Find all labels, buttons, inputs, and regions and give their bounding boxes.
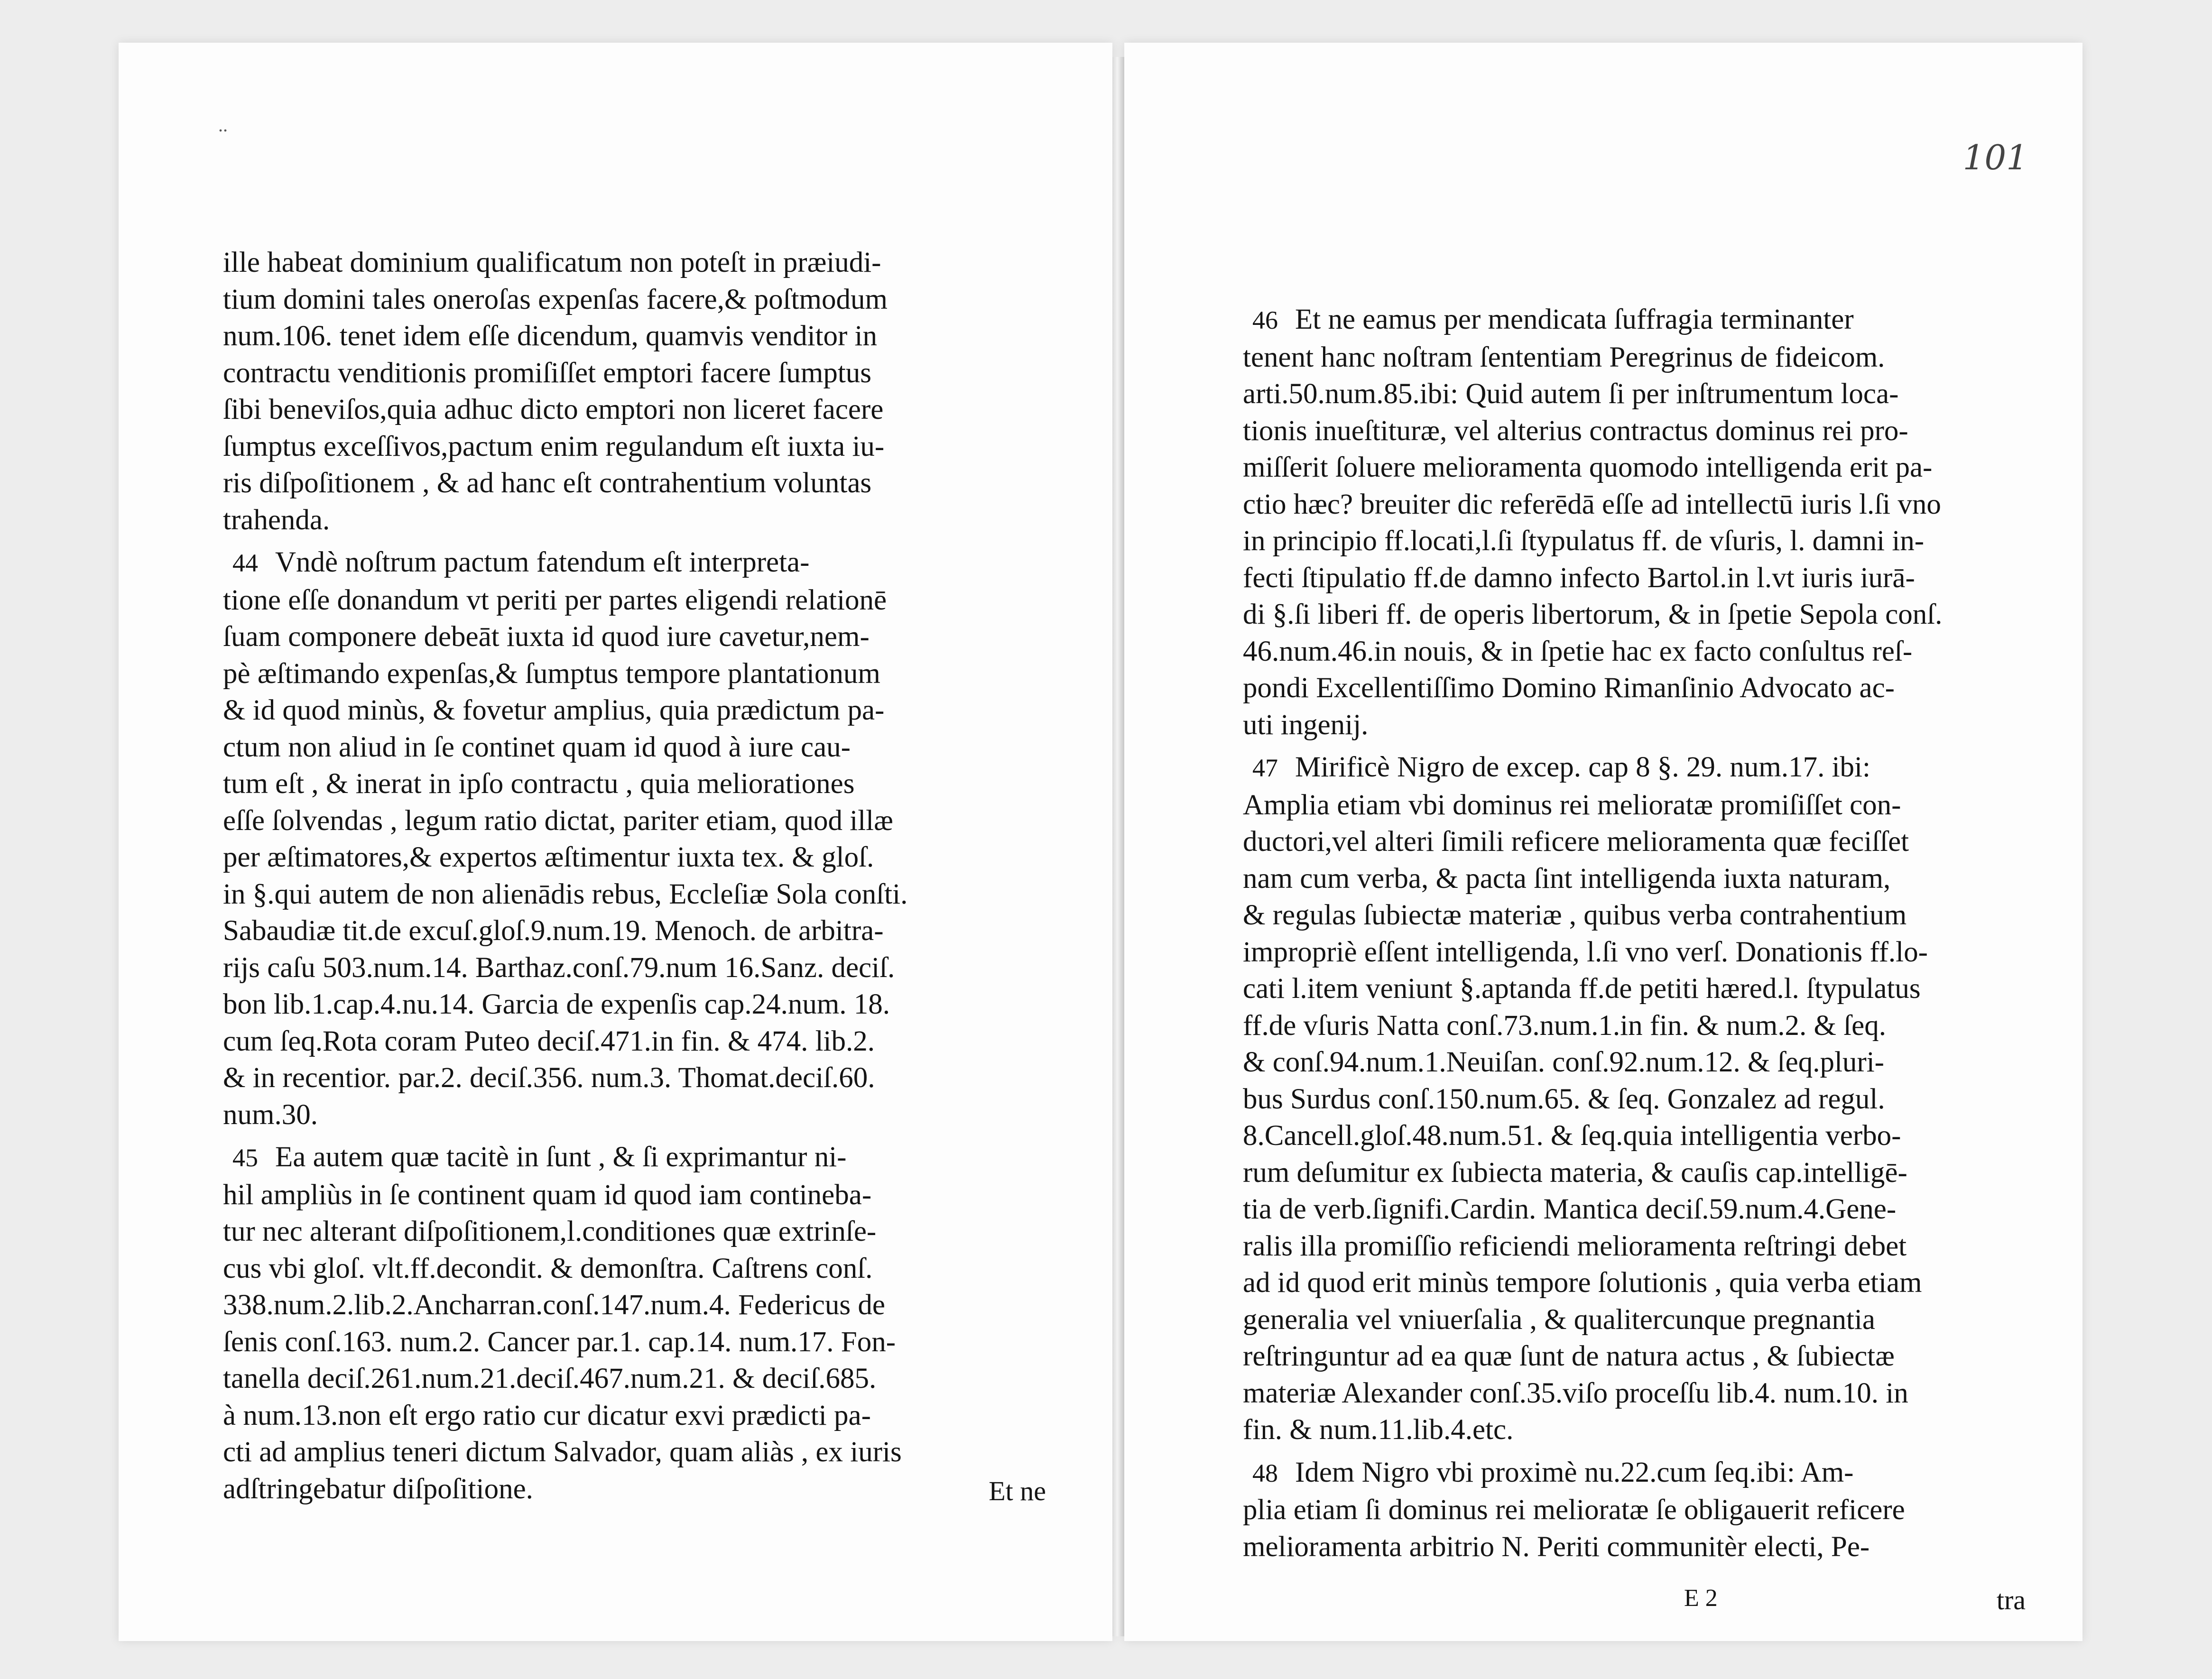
text-line	[223, 876, 1046, 913]
text-line	[1243, 560, 2030, 597]
line-text: trahenda.	[223, 504, 330, 536]
line-text: 8.Cancell.gloſ.48.num.51. & ſeq.quia intelligentia verbo-	[1243, 1120, 1901, 1152]
line-text: ctio hæc? breuiter dic referēdā eſſe ad intellectū iuris l.ſi vno	[1243, 488, 1941, 520]
text-line	[223, 1177, 1046, 1214]
text-line	[1243, 486, 2030, 523]
line-text: tia de verb.ſignifi.Cardin. Mantica deciſ.59.num.4.Gene-	[1243, 1193, 1897, 1225]
line-text: à num.13.non eſt ergo ratio cur dicatur exvi prædicti pa-	[223, 1399, 871, 1431]
text-line	[223, 1287, 1046, 1324]
line-text: tur nec alterant diſpoſitionem,l.conditiones quæ extrinſe-	[223, 1216, 877, 1247]
line-text: generalia vel vniuerſalia , & qualitercunque pregnantia	[1243, 1303, 1875, 1336]
line-text: & conſ.94.num.1.Neuiſan. conſ.92.num.12. & ſeq.pluri-	[1243, 1046, 1884, 1078]
line-text: cum ſeq.Rota coram Puteo deciſ.471.in fin. & 474. lib.2.	[223, 1025, 875, 1057]
line-text: 46.num.46.in nouis, & in ſpetie hac ex facto conſultus reſ-	[1243, 635, 1913, 667]
text-line	[1243, 413, 2030, 450]
text-line	[1243, 596, 2030, 633]
line-text: tenent hanc noſtram ſententiam Peregrinus de fideicom.	[1243, 341, 1885, 373]
line-text: fin. & num.11.lib.4.etc.	[1243, 1414, 1514, 1446]
right-catchword: tra	[1996, 1585, 2026, 1615]
text-line	[223, 1023, 1046, 1060]
text-line	[1243, 1411, 2030, 1448]
text-line	[1243, 1044, 2030, 1081]
line-text: miſſerit ſoluere melioramenta quomodo intelligenda erit pa-	[1243, 452, 1933, 483]
line-text: ad id quod erit minùs tempore ſolutionis , quia verba etiam	[1243, 1267, 1922, 1299]
line-text: ſuam componere debeāt iuxta id quod iure cavetur,nem-	[223, 621, 870, 653]
line-text: melioramenta arbitrio N. Periti communitèr electi, Pe-	[1243, 1531, 1870, 1563]
line-text: Amplia etiam vbi dominus rei melioratæ promiſiſſet con-	[1243, 789, 1901, 821]
text-line	[223, 986, 1046, 1023]
left-text-block	[223, 244, 1046, 1513]
line-text: Vndè noſtrum pactum fatendum eſt interpreta-	[275, 546, 810, 578]
signature-mark: E 2	[1684, 1585, 1718, 1612]
text-line	[1243, 523, 2030, 560]
text-line	[223, 1471, 1046, 1508]
right-page	[1124, 43, 2082, 1641]
text-line	[223, 355, 1046, 392]
text-line	[223, 1434, 1046, 1471]
text-line	[1243, 339, 2030, 376]
text-line	[1243, 1529, 2030, 1566]
text-line	[1243, 749, 2030, 787]
text-line	[1243, 897, 2030, 934]
line-text: arti.50.num.85.ibi: Quid autem ſi per inſtrumentum loca-	[1243, 378, 1899, 410]
gutter	[1112, 57, 1125, 1636]
paragraph-number: 47	[1252, 754, 1278, 782]
line-text: ſenis conſ.163. num.2. Cancer par.1. cap.14. num.17. Fon-	[223, 1326, 896, 1358]
line-text: di §.ſi liberi ff. de operis libertorum, & in ſpetie Sepola conſ.	[1243, 599, 1943, 630]
text-line	[1243, 1081, 2030, 1118]
line-text: ris diſpoſitionem , & ad hanc eſt contrahentium voluntas	[223, 467, 872, 499]
line-text: in §.qui autem de non alienādis rebus, Eccleſiæ Sola conſti.	[223, 878, 908, 910]
text-line	[223, 244, 1046, 281]
text-line	[1243, 1264, 2030, 1301]
text-line	[223, 1097, 1046, 1134]
text-line	[223, 502, 1046, 539]
line-text: materiæ Alexander conſ.35.viſo proceſſu lib.4. num.10. in	[1243, 1377, 1908, 1409]
book-spread	[114, 43, 2163, 1641]
left-catchword: Et ne	[989, 1476, 1046, 1506]
line-text: 338.num.2.lib.2.Ancharran.conſ.147.num.4. Federicus de	[223, 1289, 885, 1321]
text-line	[1243, 449, 2030, 486]
line-text: impropriè eſſent intelligenda, l.ſi vno verſ. Donationis ff.lo-	[1243, 936, 1928, 968]
line-text: ſumptus exceſſivos,pactum enim regulandum eſt iuxta iu-	[223, 430, 885, 462]
text-line	[1243, 633, 2030, 670]
line-text: ductori,vel alteri ſimili reficere melioramenta quæ feciſſet	[1243, 826, 1909, 858]
line-text: ille habeat dominium qualificatum non poteſt in præiudi-	[223, 247, 881, 278]
line-text: Et ne eamus per mendicata ſuffragia terminanter	[1295, 304, 1854, 335]
paragraph	[1243, 301, 2030, 743]
line-text: Sabaudiæ tit.de excuſ.gloſ.9.num.19. Menoch. de arbitra-	[223, 915, 884, 947]
text-line	[223, 839, 1046, 876]
right-text-block	[1243, 301, 2030, 1571]
line-text: & id quod minùs, & fovetur amplius, quia prædictum pa-	[223, 694, 885, 726]
line-text: bon lib.1.cap.4.nu.14. Garcia de expenſis cap.24.num. 18.	[223, 988, 890, 1020]
line-text: bus Surdus conſ.150.num.65. & ſeq. Gonzalez ad regul.	[1243, 1083, 1885, 1115]
line-text: reſtringuntur ad ea quæ ſunt de natura actus , & ſubiectæ	[1243, 1340, 1895, 1372]
text-line	[1243, 860, 2030, 897]
line-text: plia etiam ſi dominus rei melioratæ ſe obligauerit reficere	[1243, 1494, 1905, 1526]
paragraph-number: 46	[1252, 306, 1278, 334]
text-line	[1243, 1154, 2030, 1191]
text-line	[1243, 670, 2030, 707]
text-line	[1243, 823, 2030, 860]
left-page	[119, 43, 1112, 1641]
line-text: in principio ff.locati,l.ſi ſtypulatus ff. de vſuris, l. damni in-	[1243, 525, 1925, 557]
line-text: cati l.item veniunt §.aptanda ff.de petiti hæred.l. ſtypulatus	[1243, 973, 1921, 1005]
line-text: tione eſſe donandum vt periti per partes eligendi relationē	[223, 584, 887, 616]
text-line	[223, 391, 1046, 428]
line-text: & regulas ſubiectæ materiæ , quibus verba contrahentium	[1243, 899, 1907, 931]
paragraph	[223, 544, 1046, 1133]
text-line	[223, 766, 1046, 803]
paragraph	[1243, 1454, 2030, 1566]
text-line	[1243, 301, 2030, 339]
text-line	[1243, 1301, 2030, 1338]
text-line	[223, 655, 1046, 692]
line-text: num.30.	[223, 1098, 318, 1131]
text-line	[1243, 934, 2030, 971]
line-text: tionis inueſtituræ, vel alterius contractus dominus rei pro-	[1243, 415, 1908, 447]
line-text: ctum non aliud in ſe continet quam id quod à iure cau-	[223, 731, 851, 763]
text-line	[223, 1397, 1046, 1434]
paragraph	[223, 1139, 1046, 1507]
text-line	[223, 1250, 1046, 1287]
text-line	[223, 950, 1046, 987]
text-line	[223, 1213, 1046, 1250]
corner-mark: ..	[218, 114, 228, 136]
text-line	[223, 318, 1046, 355]
text-line	[223, 803, 1046, 840]
paragraph-number: 44	[232, 549, 258, 577]
paragraph-number: 48	[1252, 1458, 1278, 1487]
folio-number: 101	[1962, 138, 2028, 177]
line-text: Idem Nigro vbi proximè nu.22.cum ſeq.ibi: Am-	[1295, 1456, 1854, 1488]
line-text: uti ingenij.	[1243, 709, 1369, 741]
text-line	[223, 1139, 1046, 1177]
text-line	[1243, 1454, 2030, 1492]
line-text: pondi Excellentiſſimo Domino Rimanſinio Advocato ac-	[1243, 672, 1895, 704]
text-line	[223, 428, 1046, 465]
line-text: eſſe ſolvendas , legum ratio dictat, pariter etiam, quod illæ	[223, 804, 893, 837]
paragraph	[1243, 749, 2030, 1448]
text-line	[1243, 1191, 2030, 1228]
text-line	[1243, 1007, 2030, 1044]
line-text: cus vbi gloſ. vlt.ff.decondit. & demonſtra. Caſtrens conſ.	[223, 1252, 873, 1284]
text-line	[223, 281, 1046, 318]
text-line	[223, 913, 1046, 950]
line-text: nam cum verba, & pacta ſint intelligenda iuxta naturam,	[1243, 862, 1891, 895]
line-text: rijs caſu 503.num.14. Barthaz.conſ.79.num 16.Sanz. deciſ.	[223, 951, 895, 984]
line-text: num.106. tenet idem eſſe dicendum, quamvis venditor in	[223, 320, 877, 352]
text-line	[223, 618, 1046, 655]
line-text: ralis illa promiſſio reficiendi melioramenta reſtringi debet	[1243, 1230, 1907, 1262]
line-text: tium domini tales oneroſas expenſas facere,& poſtmodum	[223, 283, 888, 315]
line-text: & in recentior. par.2. deciſ.356. num.3. Thomat.deciſ.60.	[223, 1062, 875, 1094]
line-text: contractu venditionis promiſiſſet emptori facere ſumptus	[223, 357, 872, 389]
text-line	[223, 729, 1046, 766]
text-line	[223, 1360, 1046, 1397]
line-text: ſibi beneviſos,quia adhuc dicto emptori non liceret facere	[223, 394, 884, 425]
text-line	[223, 544, 1046, 582]
text-line	[1243, 1338, 2030, 1375]
line-text: adſtringebatur diſpoſitione.	[223, 1473, 533, 1505]
text-line	[223, 1060, 1046, 1097]
line-text: pè æſtimando expenſas,& ſumptus tempore plantationum	[223, 657, 880, 690]
line-text: Ea autem quæ tacitè in ſunt , & ſi exprimantur ni-	[275, 1141, 847, 1173]
line-text: Mirificè Nigro de excep. cap 8 §. 29. num.17. ibi:	[1295, 751, 1870, 783]
line-text: cti ad amplius teneri dictum Salvador, quam aliàs , ex iuris	[223, 1436, 902, 1468]
paragraph-number: 45	[232, 1144, 258, 1172]
text-line	[223, 692, 1046, 729]
line-text: per æſtimatores,& expertos æſtimentur iuxta tex. & gloſ.	[223, 841, 874, 873]
line-text: fecti ſtipulatio ff.de damno infecto Bartol.in l.vt iuris iurā-	[1243, 562, 1915, 594]
text-line	[1243, 1375, 2030, 1412]
text-line	[1243, 1492, 2030, 1529]
text-line	[1243, 787, 2030, 824]
text-line	[1243, 1117, 2030, 1154]
text-line	[223, 465, 1046, 502]
text-line	[1243, 376, 2030, 413]
line-text: tum eſt , & inerat in ipſo contractu , quia meliorationes	[223, 768, 855, 800]
line-text: hil ampliùs in ſe continent quam id quod iam contineba-	[223, 1179, 872, 1211]
text-line	[1243, 1228, 2030, 1265]
text-line	[1243, 970, 2030, 1007]
text-line	[223, 1324, 1046, 1361]
text-line	[223, 582, 1046, 619]
line-text: rum deſumitur ex ſubiecta materia, & cauſis cap.intelligē-	[1243, 1156, 1907, 1189]
text-line	[1243, 707, 2030, 744]
line-text: tanella deciſ.261.num.21.deciſ.467.num.21. & deciſ.685.	[223, 1363, 877, 1394]
paragraph	[223, 244, 1046, 538]
line-text: ff.de vſuris Natta conſ.73.num.1.in fin. & num.2. & ſeq.	[1243, 1009, 1886, 1042]
